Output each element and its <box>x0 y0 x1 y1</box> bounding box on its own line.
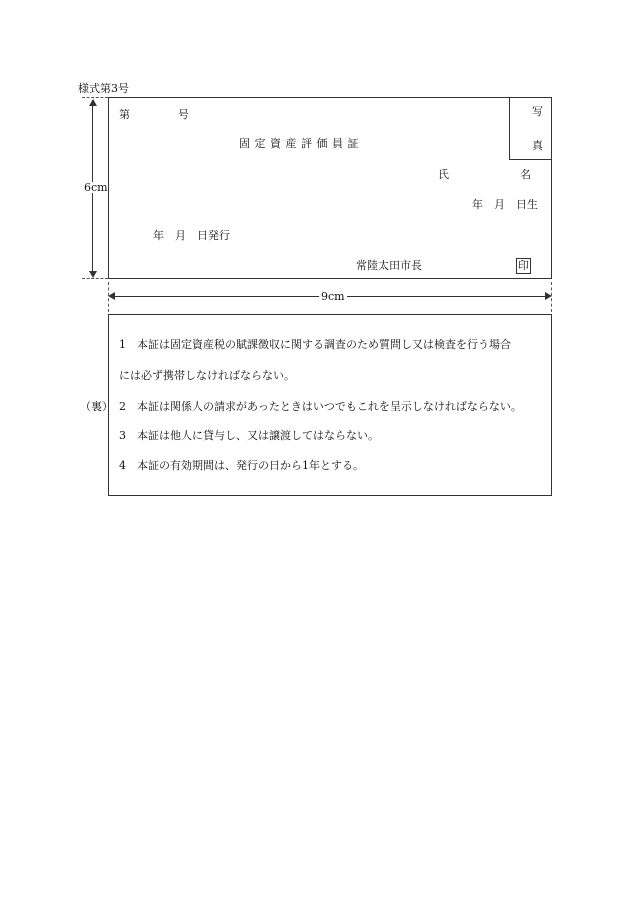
number-prefix: 第 <box>119 108 130 121</box>
card-title: 固 定 資 産 評 価 員 証 <box>239 137 359 150</box>
back-line-5: 4 本証の有効期間は、発行の日から1年とする。 <box>119 459 364 472</box>
form-label: 様式第3号 <box>78 82 129 95</box>
number-suffix: 号 <box>178 108 189 121</box>
back-line-2: には必ず携帯しなければならない。 <box>119 369 295 382</box>
back-line-1: 1 本証は固定資産税の賦課徴収に関する調査のため質問し又は検査を行う場合 <box>119 338 511 351</box>
issuer-label: 常陸太田市長 <box>356 259 422 272</box>
photo-box-left-border <box>509 97 510 159</box>
height-arrow-up <box>89 99 97 106</box>
height-label: 6cm <box>84 181 108 194</box>
width-arrow-left <box>108 292 115 300</box>
back-label: （裏） <box>80 400 113 413</box>
back-line-4: 3 本証は他人に貸与し、又は譲渡してはならない。 <box>119 429 379 442</box>
photo-box-bottom-border <box>509 159 552 160</box>
width-arrow-right <box>545 292 552 300</box>
photo-label-1: 写 <box>532 105 543 118</box>
width-label: 9cm <box>321 290 345 303</box>
name-label-1: 氏 <box>438 168 449 181</box>
name-label-2: 名 <box>520 168 531 181</box>
card-front <box>108 97 552 279</box>
bottom-extension-line <box>82 278 108 279</box>
top-extension-line <box>82 97 108 98</box>
birth-date-label: 年 月 日生 <box>472 198 538 211</box>
photo-label-2: 真 <box>532 139 543 152</box>
height-arrow-down <box>89 271 97 278</box>
issue-date-label: 年 月 日発行 <box>153 229 230 242</box>
seal-mark: 印 <box>518 259 529 272</box>
back-line-3: 2 本証は関係人の請求があったときはいつでもこれを呈示しなければならない。 <box>119 400 522 413</box>
